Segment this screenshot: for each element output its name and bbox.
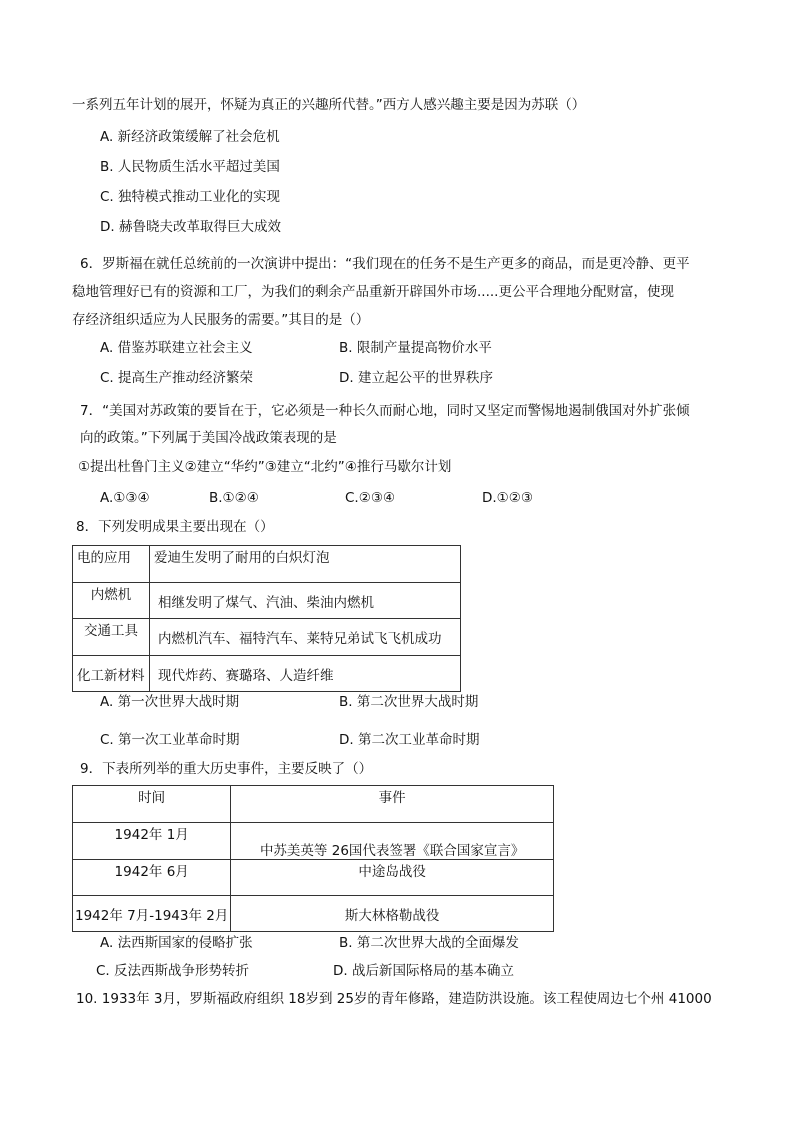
q9-option-d: D. 战后新国际格局的基本确立 [333,963,514,979]
q5-option-c: C. 独特模式推动工业化的实现 [100,189,281,205]
table-row [73,823,554,860]
q8-cell-achievement: 内燃机汽车、福特汽车、莱特兄弟试飞飞机成功 [150,619,461,656]
q8-cell-category: 化工新材料 [73,656,150,692]
q8-cell-achievement: 相继发明了煤气、汽油、柴油内燃机 [150,583,461,619]
q7-stem-line-1: 7．“美国对苏政策的要旨在于，它必须是一种长久而耐心地，同时又坚定而警惕地遏制俄国对外扩张倾 [80,403,690,419]
q5-option-b: B. 人民物质生活水平超过美国 [100,159,280,175]
q9-cell-time: 1942年 7月-1943年 2月 [73,896,231,932]
table-header-row [73,786,554,823]
q8-inventions-table [72,545,461,692]
q6-stem-line-3: 存经济组织适应为人民服务的需要。”其目的是（） [72,312,370,328]
q6-option-a: A. 借鉴苏联建立社会主义 [100,340,253,356]
table-row [73,546,461,583]
table-row [73,583,461,619]
q8-option-c: C. 第一次工业革命时期 [100,732,240,748]
q8-cell-achievement: 爱迪生发明了耐用的白炽灯泡 [150,546,461,583]
q8-cell-achievement: 现代炸药、赛璐珞、人造纤维 [150,656,461,692]
q9-cell-event: 中苏美英等 26国代表签署《联合国家宣言》 [231,823,554,860]
q7-option-d: D.①②③ [482,490,533,506]
q6-option-c: C. 提高生产推动经济繁荣 [100,370,254,386]
q7-option-b: B.①②④ [209,490,259,506]
q9-cell-event: 斯大林格勒战役 [231,896,554,932]
q5-stem: 一系列五年计划的展开，怀疑为真正的兴趣所代替。”西方人感兴趣主要是因为苏联（） [72,97,586,113]
q7-stem-line-2: 向的政策。”下列属于美国冷战政策表现的是 [80,430,337,446]
q9-header-time: 时间 [73,786,231,823]
q10-stem: 10. 1933年 3月，罗斯福政府组织 18岁到 25岁的青年修路，建造防洪设施。该工程使周边七个州 41000 [76,991,712,1007]
q9-cell-time: 1942年 6月 [73,860,231,896]
q8-option-d: D. 第二次工业革命时期 [339,732,480,748]
q6-option-b: B. 限制产量提高物价水平 [339,340,492,356]
q9-option-c: C. 反法西斯战争形势转折 [96,963,250,979]
q9-stem: 9．下表所列举的重大历史事件，主要反映了（） [80,761,373,777]
q8-option-a: A. 第一次世界大战时期 [100,694,240,710]
q8-cell-category: 内燃机 [73,583,150,619]
table-row [73,619,461,656]
q9-header-event: 事件 [231,786,554,823]
q8-cell-category: 交通工具 [73,619,150,656]
table-row [73,656,461,692]
q9-cell-time: 1942年 1月 [73,823,231,860]
table-row [73,860,554,896]
q8-cell-category: 电的应用 [73,546,150,583]
q9-cell-event: 中途岛战役 [231,860,554,896]
q6-option-d: D. 建立起公平的世界秩序 [339,370,493,386]
q7-option-c: C.②③④ [345,490,396,506]
q5-option-a: A. 新经济政策缓解了社会危机 [100,129,280,145]
q9-events-table [72,785,554,932]
q8-stem: 8．下列发明成果主要出现在（） [76,519,274,535]
q5-option-d: D. 赫鲁晓夫改革取得巨大成效 [100,219,281,235]
q8-option-b: B. 第二次世界大战时期 [339,694,479,710]
q9-option-b: B. 第二次世界大战的全面爆发 [339,935,519,951]
table-row [73,896,554,932]
q6-stem-line-2: 稳地管理好已有的资源和工厂，为我们的剩余产品重新开辟国外市场.....更公平合理地分配财富，使现 [72,284,674,300]
q6-stem-line-1: 6．罗斯福在就任总统前的一次演讲中提出：“我们现在的任务不是生产更多的商品，而是更冷静、更平 [80,256,690,272]
q7-option-a: A.①③④ [100,490,150,506]
q9-option-a: A. 法西斯国家的侵略扩张 [100,935,253,951]
q7-items: ①提出杜鲁门主义②建立“华约”③建立“北约”④推行马歇尔计划 [78,459,452,475]
